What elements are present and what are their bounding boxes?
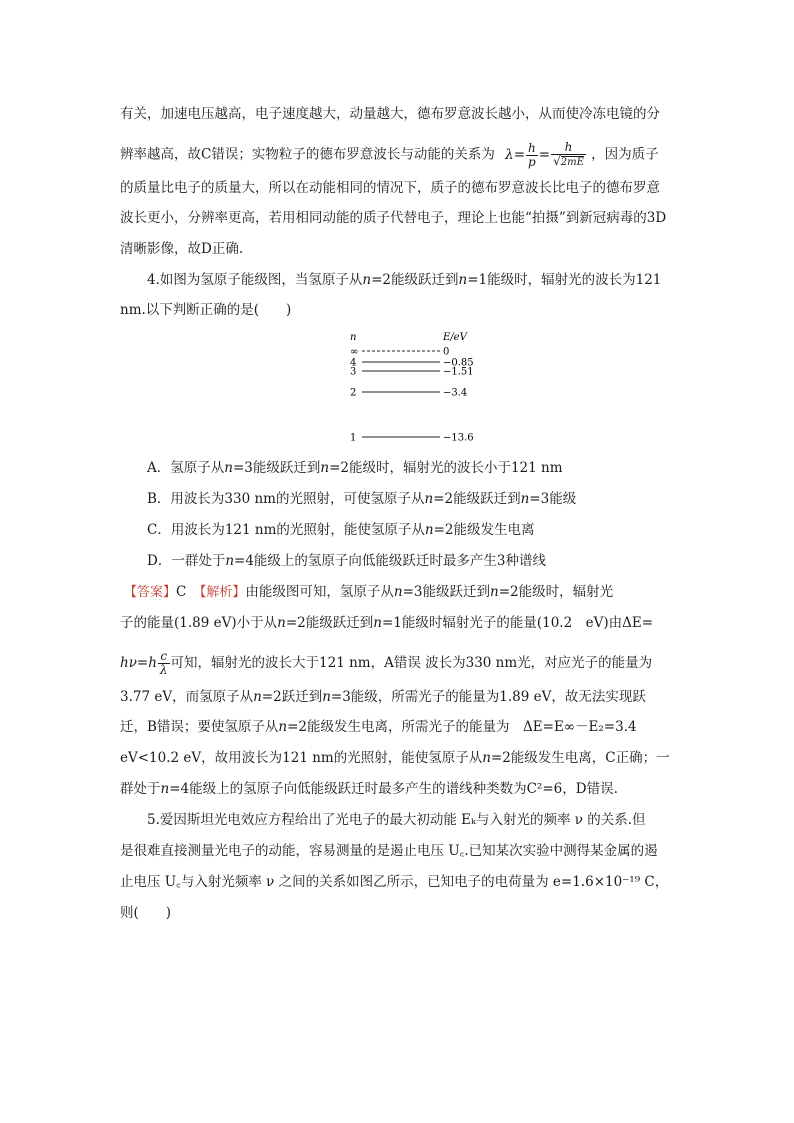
- paragraph-line: [120, 178, 660, 198]
- question-5-cont: 则( ): [120, 905, 172, 921]
- question-5: 5.爱因斯坦光电效应方程给出了光电子的最大初动能 Eₖ与入射光的频率 ν 的关系.但: [147, 812, 646, 828]
- text: 的质量比电子的质量大，所以在动能相同的情况下，质子的德布罗意波长比电子的德布罗意: [120, 180, 660, 196]
- text: 辨率越高，故C错误；实物粒子的德布罗意波长与动能的关系为: [120, 146, 495, 163]
- paragraph-line: [120, 104, 660, 124]
- level-quantum-number: 2: [350, 387, 357, 399]
- text: ，因为质子: [591, 146, 659, 163]
- axis-label-energy: E/eV: [443, 332, 467, 343]
- text: 清晰影像，故D正确.: [120, 241, 244, 257]
- option-a: A．氢原子从n=3能级跃迁到n=2能级时，辐射光的波长小于121 nm: [147, 460, 563, 476]
- analysis-line: eV<10.2 eV，故用波长为121 nm的光照射，能使氢原子从n=2能级发生电离，C正确；一: [120, 750, 670, 766]
- option-d: D．一群处于n=4能级上的氢原子向低能级跃迁时最多产生3种谱线: [147, 553, 547, 569]
- text: 波长更小，分辨率更高，若用相同动能的质子代替电子，理论上也能“拍摄”到新冠病毒的3D: [120, 210, 667, 226]
- level-quantum-number: 1: [350, 432, 357, 444]
- analysis-line: 迁，B错误；要使氢原子从n=2能级发生电离，所需光子的能量为 ΔE=E∞－E₂=3.4: [120, 719, 637, 735]
- level-quantum-number: ∞: [350, 346, 359, 358]
- option-b: B．用波长为330 nm的光照射，可使氢原子从n=2能级跃迁到n=3能级: [147, 491, 577, 507]
- level-quantum-number: 3: [350, 366, 357, 378]
- option-c: C．用波长为121 nm的光照射，能使氢原子从n=2能级发生电离: [147, 522, 535, 538]
- level-energy-value: −3.4: [443, 387, 468, 399]
- formula-c-over-lambda: $\frac{c}{\lambda}$: [159, 649, 168, 677]
- analysis-tag: 【解析】: [199, 585, 246, 600]
- answer-tag: 【答案】: [124, 585, 177, 600]
- analysis-line: hν=h $\frac{c}{\lambda}$ 可知，辐射光的波长大于121 nm，A错误 波长为330 nm光，对应光子的能量为: [120, 649, 653, 677]
- level-energy-value: −13.6: [443, 432, 474, 444]
- paragraph-line: [120, 239, 243, 259]
- axis-label-n: n: [350, 332, 357, 343]
- energy-level-diagram: [330, 325, 490, 450]
- level-quantum-number: 4: [350, 357, 357, 369]
- formula-fraction: $\frac{h}{p}$: [528, 140, 536, 169]
- level-energy-value: −1.51: [443, 366, 474, 378]
- answer-line: 【答案】C 【解析】由能级图可知，氢原子从n=3能级跃迁到n=2能级时，辐射光: [124, 584, 614, 600]
- question-4: 4.如图为氢原子能级图，当氢原子从n=2能级跃迁到n=1能级时，辐射光的波长为121: [147, 272, 662, 288]
- analysis-line: 群处于n=4能级上的氢原子向低能级跃迁时最多产生的谱线种类数为C²=6，D错误.: [120, 781, 618, 797]
- level-energy-value: 0: [443, 346, 450, 358]
- question-5-cont: 是很难直接测量光电子的动能，容易测量的是遏止电压 U꜀.已知某次实验中测得某金属的遏: [120, 843, 658, 859]
- formula-debroglie: λ= $\frac{h}{p}$ = $\frac{h}{√2mE}$: [505, 140, 584, 169]
- level-energy-value: −0.85: [443, 357, 474, 369]
- analysis-line: 3.77 eV，而氢原子从n=2跃迁到n=3能级，所需光子的能量为1.89 eV，故无法实现跃: [120, 689, 646, 705]
- formula-fraction-sqrt: $\frac{h}{√2mE}$: [553, 140, 584, 168]
- paragraph-line: [120, 141, 659, 169]
- paragraph-line: [120, 208, 666, 228]
- text: 有关，加速电压越高，电子速度越大，动量越大，德布罗意波长越小，从而使冷冻电镜的分: [120, 106, 660, 122]
- analysis-line: 子的能量(1.89 eV)小于从n=2能级跃迁到n=1能级时辐射光子的能量(10.2 eV)由ΔE=: [120, 615, 654, 631]
- formula-lambda: λ=: [505, 146, 526, 163]
- question-4-cont: nm.以下判断正确的是( ): [120, 302, 292, 318]
- question-5-cont: 止电压 U꜀与入射光频率 ν 之间的关系如图乙所示，已知电子的电荷量为 e=1.6×10⁻¹⁹ C，: [120, 874, 669, 890]
